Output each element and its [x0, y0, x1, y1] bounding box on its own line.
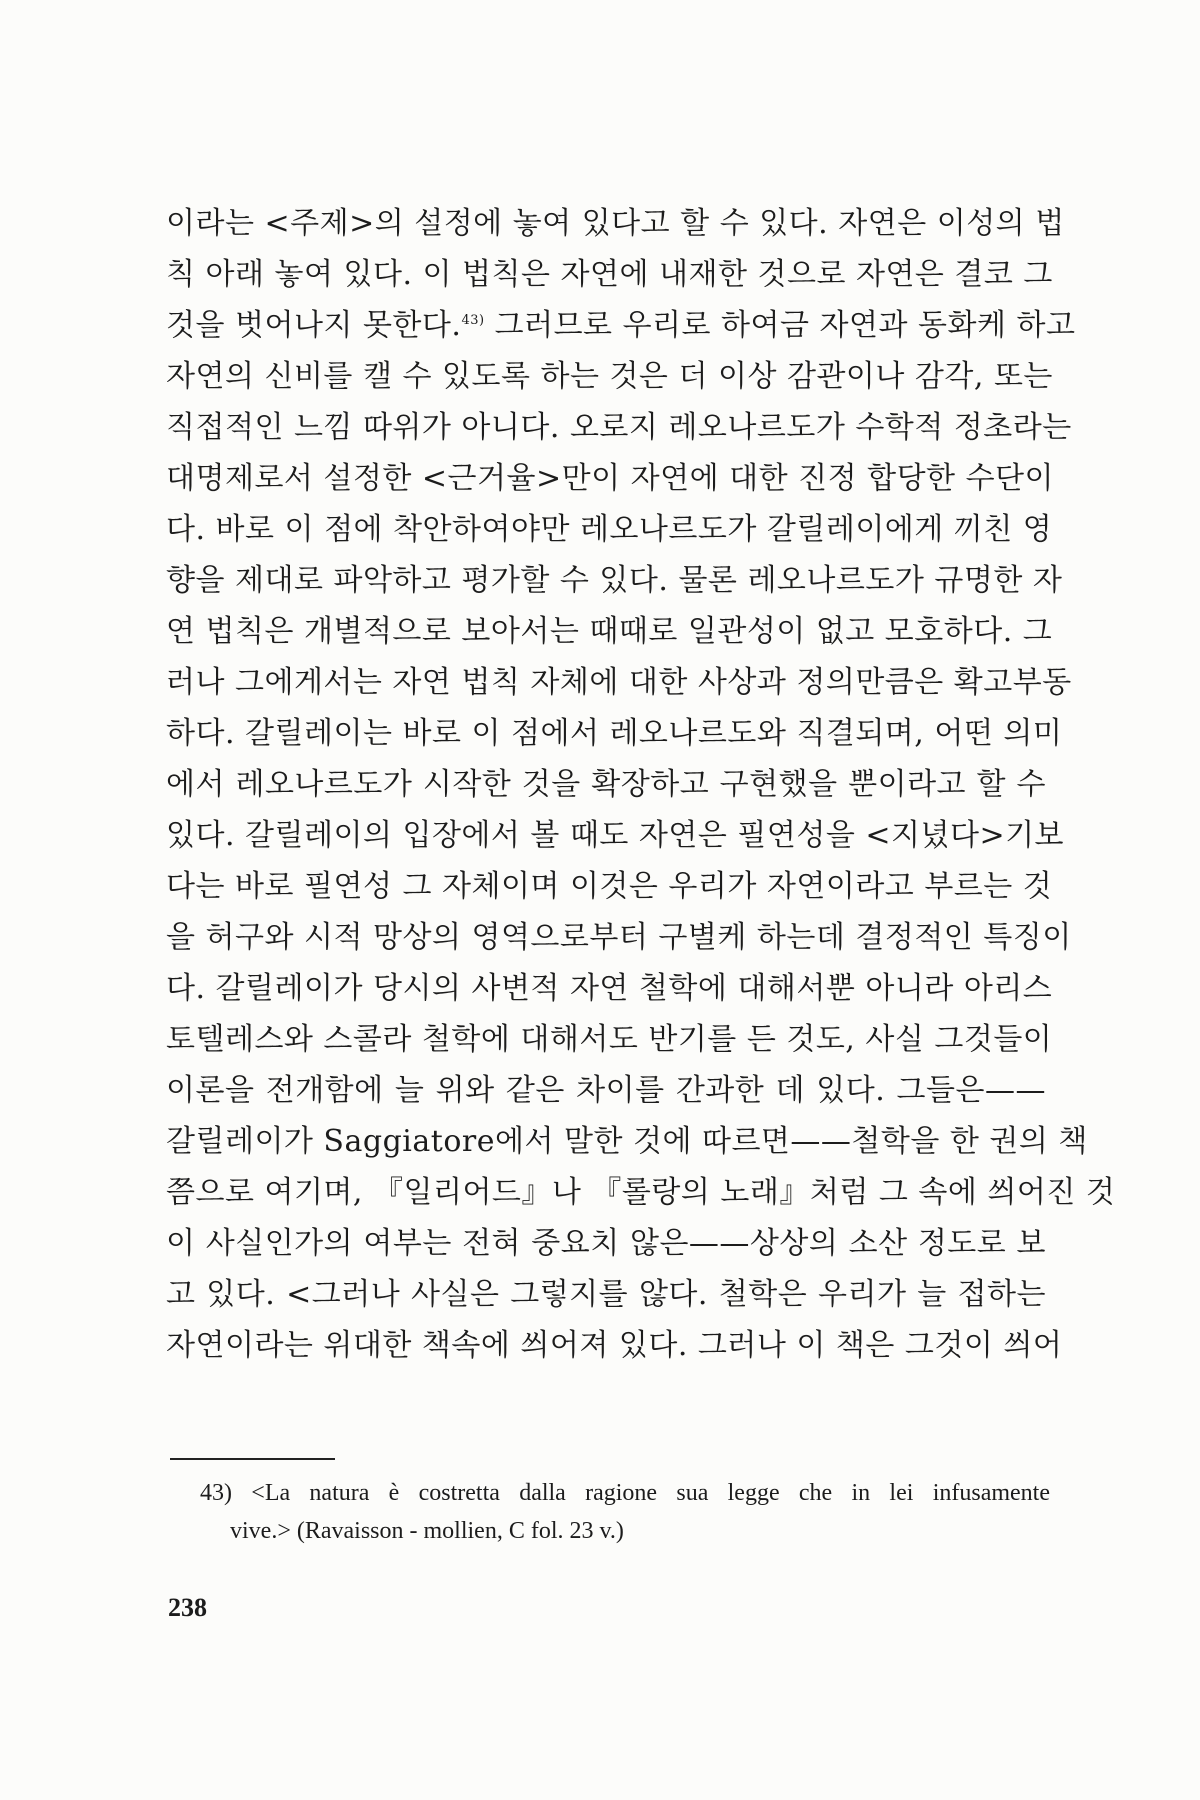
body-line: 자연이라는 위대한 책속에 씌어져 있다. 그러나 이 책은 그것이 씌어 — [166, 1328, 1063, 1363]
body-line: 있다. 갈릴레이의 입장에서 볼 때도 자연은 필연성을 <지녔다>기보 — [166, 818, 1065, 853]
body-line: 칙 아래 놓여 있다. 이 법칙은 자연에 내재한 것으로 자연은 결코 그 — [166, 257, 1053, 292]
footnote-text-1: <La natura è costretta dalla ragione sua legge che in lei infusamente — [251, 1480, 1051, 1506]
body-line: 이 사실인가의 여부는 전혀 중요치 않은——상상의 소산 정도로 보 — [166, 1226, 1046, 1261]
body-line: 다. 바로 이 점에 착안하여야만 레오나르도가 갈릴레이에게 끼친 영 — [166, 512, 1053, 547]
body-line: 쯤으로 여기며, 『일리어드』나 『롤랑의 노래』처럼 그 속에 씌어진 것 — [166, 1175, 1116, 1210]
body-line: 향을 제대로 파악하고 평가할 수 있다. 물론 레오나르도가 규명한 자 — [166, 563, 1063, 598]
body-line: 을 허구와 시적 망상의 영역으로부터 구별케 하는데 결정적인 특징이 — [166, 920, 1072, 955]
body-line: 이론을 전개함에 늘 위와 같은 차이를 간과한 데 있다. 그들은—— — [166, 1073, 1046, 1108]
body-line-suffix: 그러므로 우리로 하여금 자연과 동화케 하고 — [494, 308, 1076, 343]
body-line: 이라는 <주제>의 설정에 놓여 있다고 할 수 있다. 자연은 이성의 법 — [166, 206, 1065, 241]
body-line-with-footnote-ref — [166, 300, 1076, 351]
footnote-number: 43) — [200, 1480, 232, 1506]
footnote-reference: 43) — [461, 313, 485, 328]
footnote-separator — [170, 1458, 335, 1460]
body-line: 갈릴레이가 Saggiatore에서 말한 것에 따르면——철학을 한 권의 책 — [166, 1124, 1088, 1159]
body-line: 토텔레스와 스콜라 철학에 대해서도 반기를 든 것도, 사실 그것들이 — [166, 1022, 1053, 1057]
body-line: 자연의 신비를 캘 수 있도록 하는 것은 더 이상 감관이나 감각, 또는 — [166, 359, 1053, 394]
footnote — [200, 1474, 1050, 1550]
body-line: 에서 레오나르도가 시작한 것을 확장하고 구현했을 뿐이라고 할 수 — [166, 767, 1046, 802]
body-line: 연 법칙은 개별적으로 보아서는 때때로 일관성이 없고 모호하다. 그 — [166, 614, 1053, 649]
body-line: 하다. 갈릴레이는 바로 이 점에서 레오나르도와 직결되며, 어떤 의미 — [166, 716, 1063, 751]
footnote-line-1 — [200, 1474, 1050, 1512]
body-line: 대명제로서 설정한 <근거율>만이 자연에 대한 진정 합당한 수단이 — [166, 461, 1055, 496]
body-line: 다. 갈릴레이가 당시의 사변적 자연 철학에 대해서뿐 아니라 아리스 — [166, 971, 1053, 1006]
footnote-line-2: vive.> (Ravaisson - mollien, C fol. 23 v.) — [230, 1518, 624, 1544]
body-line-prefix: 것을 벗어나지 못한다. — [166, 308, 462, 343]
body-line: 다는 바로 필연성 그 자체이며 이것은 우리가 자연이라고 부르는 것 — [166, 869, 1053, 904]
body-text — [166, 198, 1116, 1371]
body-line: 직접적인 느낌 따위가 아니다. 오로지 레오나르도가 수학적 정초라는 — [166, 410, 1072, 445]
body-line: 고 있다. <그러나 사실은 그렇지를 않다. 철학은 우리가 늘 접하는 — [166, 1277, 1046, 1312]
body-line: 러나 그에게서는 자연 법칙 자체에 대한 사상과 정의만큼은 확고부동 — [166, 665, 1072, 700]
page-number: 238 — [168, 1593, 207, 1622]
